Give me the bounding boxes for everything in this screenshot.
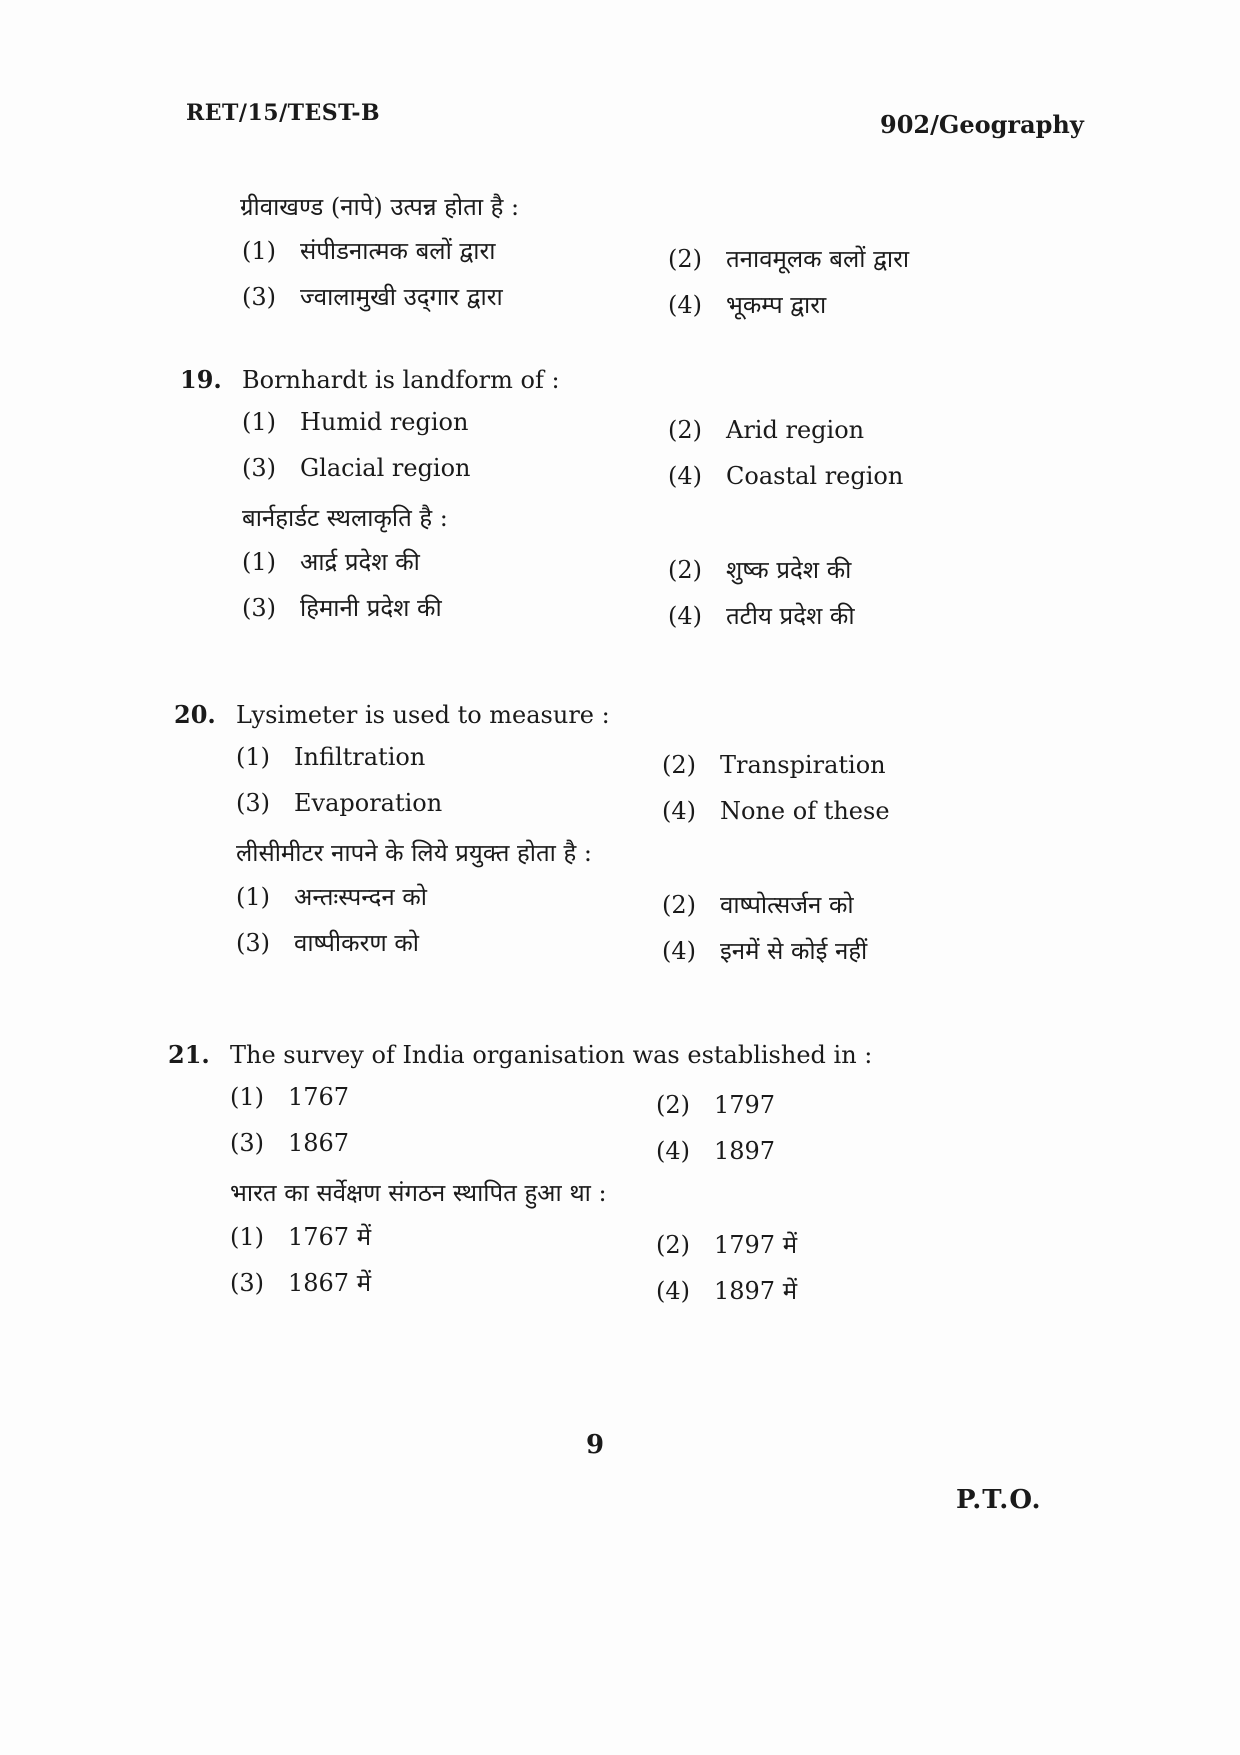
- option-4: (4) इनमें से कोई नहीं: [662, 937, 868, 965]
- option-4: (4) तटीय प्रदेश की: [668, 602, 855, 630]
- option-2: (2) Arid region: [668, 416, 865, 444]
- option-3: (3) Glacial region: [242, 454, 471, 482]
- option-2: (2) 1797 में: [656, 1231, 798, 1259]
- option-3: (3) वाष्पीकरण को: [236, 929, 420, 957]
- please-turn-over: P.T.O.: [956, 1485, 1042, 1515]
- option-1: (1) अन्तःस्पन्दन को: [236, 883, 427, 911]
- option-3: (3) 1867: [230, 1129, 350, 1157]
- subject-code: 902/Geography: [880, 110, 1084, 139]
- question-stem: [180, 360, 1080, 400]
- option-1: (1) 1767 में: [230, 1223, 372, 1251]
- options-english: [180, 400, 1080, 496]
- question-stem-hindi: ग्रीवाखण्ड (नापे) उत्पन्न होता है :: [240, 193, 520, 221]
- option-3: (3) Evaporation: [236, 789, 443, 817]
- option-3: (3) ज्वालामुखी उद्‌गार द्वारा: [242, 283, 503, 311]
- options-hindi: [168, 1215, 1068, 1311]
- option-2: (2) तनावमूलक बलों द्वारा: [668, 245, 910, 273]
- page-number: 9: [586, 1430, 605, 1460]
- question-stem: [168, 1035, 1068, 1075]
- question-number: 20.: [174, 700, 216, 729]
- paper-code: RET/15/TEST-B: [186, 100, 381, 126]
- question-text: The survey of India organisation was established in :: [230, 1041, 873, 1069]
- option-4: (4) 1897: [656, 1137, 776, 1165]
- option-4: (4) None of these: [662, 797, 890, 825]
- option-2: (2) 1797: [656, 1091, 776, 1119]
- question-stem: [174, 695, 1074, 735]
- question-text: Lysimeter is used to measure :: [236, 701, 610, 729]
- option-1: (1) Infiltration: [236, 743, 426, 771]
- option-1: (1) Humid region: [242, 408, 469, 436]
- option-3: (3) हिमानी प्रदेश की: [242, 594, 442, 622]
- option-4: (4) भूकम्प द्वारा: [668, 291, 827, 319]
- question-stem-hindi: बार्नहार्डट स्थलाकृति है :: [242, 504, 448, 532]
- option-4: (4) Coastal region: [668, 462, 904, 490]
- option-4: (4) 1897 में: [656, 1277, 798, 1305]
- question-19: [180, 360, 1080, 636]
- option-2: (2) शुष्क प्रदेश की: [668, 556, 852, 584]
- question-18-hindi: [180, 185, 1080, 325]
- option-1: (1) संपीडनात्मक बलों द्वारा: [242, 237, 496, 265]
- option-3: (3) 1867 में: [230, 1269, 372, 1297]
- option-1: (1) आर्द्र प्रदेश की: [242, 548, 420, 576]
- options-hindi: [180, 540, 1080, 636]
- question-number: 19.: [180, 365, 222, 394]
- option-2: (2) वाष्पोत्सर्जन को: [662, 891, 854, 919]
- question-stem-hindi: भारत का सर्वेक्षण संगठन स्थापित हुआ था :: [230, 1179, 607, 1207]
- options-english: [168, 1075, 1068, 1171]
- option-2: (2) Transpiration: [662, 751, 886, 779]
- question-number: 21.: [168, 1040, 210, 1069]
- option-1: (1) 1767: [230, 1083, 350, 1111]
- question-21: [168, 1035, 1068, 1311]
- options-hindi: [180, 229, 1080, 325]
- question-text: Bornhardt is landform of :: [242, 366, 560, 394]
- question-20: [174, 695, 1074, 971]
- options-english: [174, 735, 1074, 831]
- options-hindi: [174, 875, 1074, 971]
- question-stem-hindi: लीसीमीटर नापने के लिये प्रयुक्त होता है :: [236, 839, 592, 867]
